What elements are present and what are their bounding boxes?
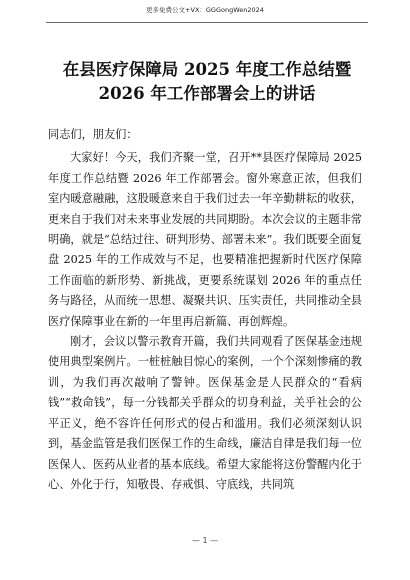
document-body — [48, 125, 362, 495]
title-line-1: 在县医疗保障局 2025 年度工作总结暨 — [62, 60, 352, 79]
document-title — [46, 58, 368, 105]
banner-text: 更多免费公文+VX：GGGongWen2024 — [146, 6, 264, 14]
paragraph-2: 刚才，会议以警示教育开篇，我们共同观看了医保基金违规使用典型案例片。一桩桩触目惊心的案例，一个个深刻惨痛的教训，为我们再次敲响了警钟。医保基金是人民群众的“看病钱”“救命钱”，每一分钱都关乎群众的切身利益，关乎社会的公平正义，绝不容许任何形式的侵占和滥用。我们必须深刻认识到，基金监管是我们医保工作的生命线，廉洁自律是我们每一位医保人、医药从业者的基本底线。希望大家能将这份警醒内化于心、外化于行，知敬畏、存戒惧、守底线，共同筑 — [48, 335, 362, 491]
page-number: — 1 — — [191, 536, 219, 545]
salutation: 同志们，朋友们： — [48, 128, 138, 141]
paragraph-1: 大家好！今天，我们齐聚一堂，召开**县医疗保障局 2025 年度工作总结暨 2026 年工作部署会。窗外寒意正浓，但我们室内暖意融融，这股暖意来自于我们过去一年辛勤耕耘的收获，更来自于我们对未来事业发展的共同期盼。本次会议的主题非常明确，就是“总结过往、研判形势、部署未来”。我们既要全面复盘 2025 年的工作成效与不足，也要精准把握新时代医疗保障工作面临的新形势、新挑战，更要系统谋划 2026 年的重点任务与路径，从而统一思想、凝聚共识、压实责任，共同推动全县医疗保障事业在新的一年里再启新篇、再创辉煌。 — [48, 151, 362, 328]
top-banner — [0, 3, 410, 17]
banner-divider — [46, 22, 368, 23]
title-line-2: 2026 年工作部署会上的讲话 — [98, 83, 316, 103]
